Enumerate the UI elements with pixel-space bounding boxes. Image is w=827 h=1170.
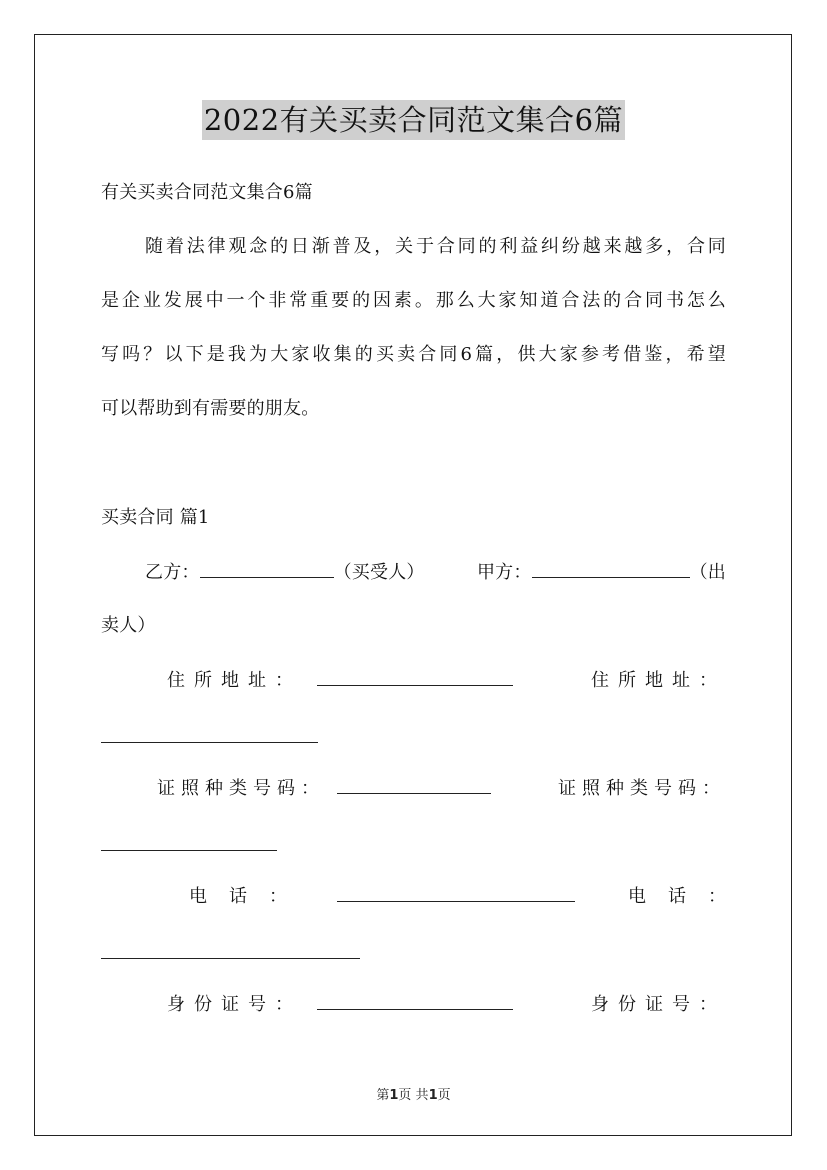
party-a-label: 甲方： [476, 562, 532, 583]
phone-label-right: 电话： [628, 886, 748, 907]
address-label-left: 住所地址： [167, 670, 302, 691]
id-type-label-right: 证照种类号码： [558, 778, 726, 799]
id-type-right-blank[interactable] [101, 850, 277, 851]
id-number-left-group [167, 991, 513, 1018]
id-type-left-group [157, 775, 491, 802]
id-number-line [101, 991, 726, 1018]
parties-line [101, 559, 726, 586]
footer-total-pages: 1 [428, 1088, 438, 1103]
phone-line [101, 883, 748, 910]
id-number-left-blank[interactable] [317, 991, 513, 1010]
id-type-line [101, 775, 726, 802]
id-type-left-blank[interactable] [337, 775, 491, 794]
section-heading: 买卖合同 篇1 [101, 507, 210, 528]
id-type-label-left: 证照种类号码： [157, 778, 325, 799]
intro-line-1: 随着法律观念的日渐普及，关于合同的利益纠纷越来越多，合同 [145, 236, 726, 257]
party-b-blank[interactable] [200, 559, 334, 578]
buyer-suffix: （买受人） [333, 562, 425, 583]
id-number-label-right: 身份证号： [591, 994, 726, 1015]
phone-right-blank[interactable] [101, 958, 360, 959]
page-footer [0, 1084, 827, 1103]
footer-suffix: 页 [437, 1088, 451, 1103]
intro-line-4: 可以帮助到有需要的朋友。 [101, 398, 320, 419]
address-label-right: 住所地址： [591, 670, 726, 691]
party-a-group [477, 559, 726, 586]
address-line [101, 667, 726, 694]
footer-current-page: 1 [389, 1088, 399, 1103]
id-number-label-left: 身份证号： [167, 994, 302, 1015]
seller-suffix-end: 卖人） [101, 615, 156, 636]
address-right-blank[interactable] [101, 742, 318, 743]
footer-prefix: 第 [376, 1088, 390, 1103]
title-container [0, 100, 827, 140]
intro-line-3: 写吗？以下是我为大家收集的买卖合同6篇，供大家参考借鉴，希望 [101, 344, 726, 365]
address-left-group [167, 667, 513, 694]
intro-line-2: 是企业发展中一个非常重要的因素。那么大家知道合法的合同书怎么 [101, 290, 726, 311]
phone-left-blank[interactable] [337, 883, 575, 902]
phone-left-group [189, 883, 575, 910]
document-subtitle: 有关买卖合同范文集合6篇 [101, 182, 313, 203]
party-a-blank[interactable] [532, 559, 690, 578]
party-b-group [145, 559, 425, 586]
phone-label-left: 电话： [189, 886, 309, 907]
party-b-label: 乙方： [145, 562, 200, 583]
seller-suffix-start: （出 [689, 562, 726, 583]
footer-mid: 页 共 [398, 1088, 429, 1103]
address-left-blank[interactable] [317, 667, 513, 686]
document-title: 2022有关买卖合同范文集合6篇 [202, 100, 625, 140]
